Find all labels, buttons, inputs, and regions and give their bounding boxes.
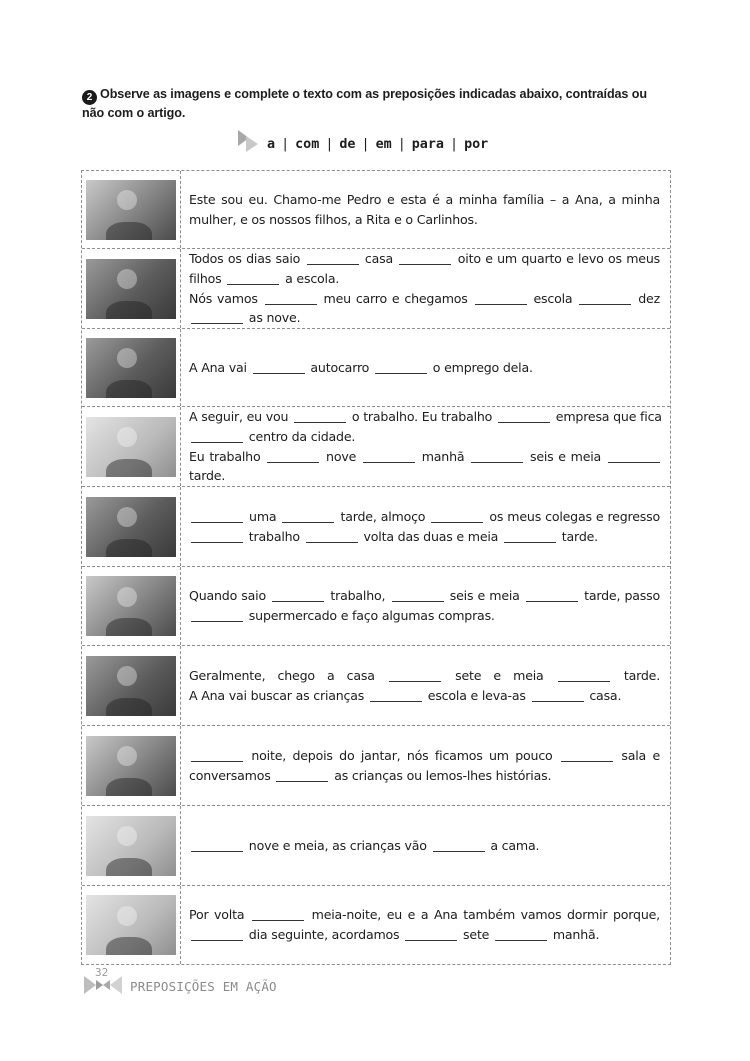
preposition-para: para xyxy=(411,137,444,152)
exercise-row xyxy=(82,567,670,646)
man-driving-car-image xyxy=(86,259,176,319)
preposition-separator: | xyxy=(281,137,290,152)
image-cell xyxy=(82,249,181,328)
text-line xyxy=(189,925,660,945)
text-line xyxy=(189,766,660,786)
text-segment: escola xyxy=(528,290,578,306)
blank-field[interactable] xyxy=(253,362,305,374)
text-line xyxy=(189,746,660,766)
text-segment: sala e xyxy=(614,747,660,763)
text-segment: tarde. xyxy=(189,468,226,484)
text-line xyxy=(189,466,662,486)
text-segment: escola e leva-as xyxy=(423,687,530,703)
blank-field[interactable] xyxy=(405,929,457,941)
image-cell xyxy=(82,806,181,885)
text-segment: manhã xyxy=(416,448,470,464)
preposition-separator: | xyxy=(397,137,406,152)
text-cell xyxy=(181,646,670,725)
blank-field[interactable] xyxy=(370,690,422,702)
text-segment: tarde. xyxy=(558,528,598,544)
preposition-separator: | xyxy=(325,137,334,152)
preposition-list xyxy=(236,128,556,156)
preposition-separator: | xyxy=(361,137,370,152)
exercise-table xyxy=(81,170,671,965)
text-cell xyxy=(181,329,670,406)
text-segment: volta das duas e meia xyxy=(359,528,502,544)
text-segment: nove e meia, as crianças vão xyxy=(245,837,431,853)
text-line xyxy=(189,269,660,289)
text-segment: supermercado e faço algumas compras. xyxy=(245,608,495,623)
image-cell xyxy=(82,726,181,805)
family-reading-image xyxy=(86,736,176,796)
image-cell xyxy=(82,646,181,725)
text-segment: Eu trabalho xyxy=(189,448,266,464)
exercise-number: 2 xyxy=(82,90,97,105)
image-cell xyxy=(82,329,181,406)
text-cell xyxy=(181,249,670,328)
blank-field[interactable] xyxy=(579,293,631,305)
text-segment: a escola. xyxy=(281,270,340,286)
exercise-row xyxy=(82,487,670,567)
text-cell xyxy=(181,407,672,486)
blank-field[interactable] xyxy=(526,590,578,602)
blank-field[interactable] xyxy=(282,511,334,523)
man-walking-office-image xyxy=(86,417,176,477)
blank-field[interactable] xyxy=(431,511,483,523)
text-segment: tarde, almoço xyxy=(336,508,430,524)
woman-sleeping-image xyxy=(86,895,176,955)
blank-field[interactable] xyxy=(558,670,610,682)
text-segment: meia-noite, eu e a Ana também vamos dormir porque, xyxy=(306,907,660,923)
text-segment: a cama. xyxy=(486,837,540,853)
blank-field[interactable] xyxy=(433,840,485,852)
text-cell xyxy=(181,806,670,885)
blank-field[interactable] xyxy=(252,909,304,921)
blank-field[interactable] xyxy=(475,293,527,305)
text-line xyxy=(189,586,660,606)
text-segment: Quando saio xyxy=(189,588,271,604)
image-cell xyxy=(82,487,181,566)
text-segment: autocarro xyxy=(306,359,373,375)
text-segment: casa. xyxy=(585,687,622,703)
text-segment: tarde. xyxy=(611,667,660,683)
image-cell xyxy=(82,407,181,486)
text-line xyxy=(189,905,660,925)
text-line xyxy=(189,289,660,309)
text-cell xyxy=(181,886,670,964)
text-segment: uma xyxy=(245,508,281,524)
text-segment: trabalho, xyxy=(326,588,390,604)
woman-on-bus-image xyxy=(86,338,176,398)
text-segment: trabalho xyxy=(245,528,304,544)
blank-field[interactable] xyxy=(267,451,319,463)
blank-field[interactable] xyxy=(608,451,660,463)
text-line xyxy=(189,358,660,378)
text-segment: Nós vamos xyxy=(189,290,263,306)
blank-field[interactable] xyxy=(272,590,324,602)
text-segment: sete e meia xyxy=(442,667,556,683)
exercise-instruction xyxy=(82,86,672,121)
house-entrance-image xyxy=(86,656,176,716)
blank-field[interactable] xyxy=(276,770,328,782)
text-segment: as nove. xyxy=(245,310,301,326)
instruction-text: Observe as imagens e complete o texto com as preposições indicadas abaixo, contraídas ou não com o artigo. xyxy=(82,87,647,120)
preposition-em: em xyxy=(375,137,392,152)
blank-field[interactable] xyxy=(227,273,279,285)
text-line xyxy=(189,427,662,447)
text-line xyxy=(189,308,660,328)
text-segment: Todos os dias saio xyxy=(189,251,305,267)
text-segment: empresa que fica xyxy=(551,409,662,425)
exercise-row xyxy=(82,646,670,726)
page-footer xyxy=(82,964,382,998)
blank-field[interactable] xyxy=(265,293,317,305)
text-segment: meu carro e chegamos xyxy=(318,290,473,306)
blank-field[interactable] xyxy=(363,451,415,463)
text-segment: seis e meia xyxy=(445,588,524,604)
text-segment: sete xyxy=(459,927,494,942)
text-cell xyxy=(181,567,670,645)
text-cell xyxy=(181,487,670,566)
preposition-de: de xyxy=(339,137,356,152)
double-chevron-icon xyxy=(236,128,264,154)
preposition-separator: | xyxy=(450,137,459,152)
image-cell xyxy=(82,567,181,645)
text-segment: centro da cidade. xyxy=(245,428,356,444)
exercise-row xyxy=(82,407,670,487)
exercise-row xyxy=(82,726,670,806)
blank-field[interactable] xyxy=(191,531,243,543)
blank-field[interactable] xyxy=(399,253,451,265)
text-line xyxy=(189,606,660,626)
text-segment: casa xyxy=(360,251,398,267)
text-segment: A seguir, eu vou xyxy=(189,409,293,425)
blank-field[interactable] xyxy=(191,840,243,852)
text-cell xyxy=(181,171,670,248)
text-segment: nove xyxy=(321,448,361,464)
blank-field[interactable] xyxy=(191,431,243,443)
text-line xyxy=(189,407,662,427)
text-segment: conversamos xyxy=(189,767,275,783)
blank-field[interactable] xyxy=(191,312,243,324)
text-segment: Por volta xyxy=(189,907,250,923)
text-segment: noite, depois do jantar, nós ficamos um pouco xyxy=(245,747,559,763)
preposition-com: com xyxy=(295,137,320,152)
text-line xyxy=(189,249,660,269)
text-segment: Este sou eu. Chamo-me Pedro e esta é a minha família – a Ana, a minha xyxy=(189,191,660,207)
blank-field[interactable] xyxy=(191,750,243,762)
text-segment: A Ana vai xyxy=(189,359,251,375)
preposition-a: a xyxy=(267,137,276,152)
book-title: PREPOSIÇÕES EM AÇÃO xyxy=(130,979,277,994)
text-line xyxy=(189,666,660,686)
text-line xyxy=(189,447,662,467)
exercise-row xyxy=(82,806,670,886)
text-line xyxy=(189,686,660,706)
preposition-por: por xyxy=(464,137,489,152)
text-segment: filhos xyxy=(189,270,226,286)
page-number: 32 xyxy=(95,966,109,979)
text-cell xyxy=(181,726,670,805)
image-cell xyxy=(82,886,181,964)
text-segment: Geralmente, chego a casa xyxy=(189,667,387,683)
colleagues-lunch-image xyxy=(86,497,176,557)
preposition-words xyxy=(267,137,488,152)
text-segment: as crianças ou lemos-lhes histórias. xyxy=(330,767,552,783)
family-photo-image xyxy=(86,180,176,240)
text-segment: seis e meia xyxy=(525,448,606,464)
blank-field[interactable] xyxy=(498,411,550,423)
blank-field[interactable] xyxy=(561,750,613,762)
exercise-row xyxy=(82,171,670,249)
blank-field[interactable] xyxy=(392,590,444,602)
text-segment: A Ana vai buscar as crianças xyxy=(189,687,368,703)
text-line xyxy=(189,527,660,547)
blank-field[interactable] xyxy=(306,531,358,543)
blank-field[interactable] xyxy=(307,253,359,265)
blank-field[interactable] xyxy=(375,362,427,374)
text-segment: manhã. xyxy=(549,927,600,942)
blank-field[interactable] xyxy=(471,451,523,463)
text-segment: dez xyxy=(633,290,660,306)
blank-field[interactable] xyxy=(191,610,243,622)
text-segment: o emprego dela. xyxy=(428,359,533,375)
blank-field[interactable] xyxy=(294,411,346,423)
text-segment: dia seguinte, acordamos xyxy=(245,927,404,942)
text-line xyxy=(189,210,660,230)
exercise-row xyxy=(82,886,670,964)
text-line xyxy=(189,507,660,527)
text-line xyxy=(189,190,660,210)
man-with-phone-image xyxy=(86,576,176,636)
blank-field[interactable] xyxy=(389,670,441,682)
exercise-row xyxy=(82,249,670,329)
blank-field[interactable] xyxy=(532,690,584,702)
image-cell xyxy=(82,171,181,248)
text-segment: o trabalho. Eu trabalho xyxy=(348,409,496,425)
text-line xyxy=(189,836,660,856)
exercise-row xyxy=(82,329,670,407)
text-segment: tarde, passo xyxy=(579,588,660,604)
children-in-bed-image xyxy=(86,816,176,876)
blank-field[interactable] xyxy=(495,929,547,941)
text-segment: os meus colegas e regresso xyxy=(485,508,660,524)
blank-field[interactable] xyxy=(191,511,243,523)
text-segment: mulher, e os nossos filhos, a Rita e o Carlinhos. xyxy=(189,211,478,227)
blank-field[interactable] xyxy=(191,929,243,941)
footer-chevron-icon xyxy=(82,974,124,996)
blank-field[interactable] xyxy=(504,531,556,543)
text-segment: oito e um quarto e levo os meus xyxy=(453,251,660,267)
